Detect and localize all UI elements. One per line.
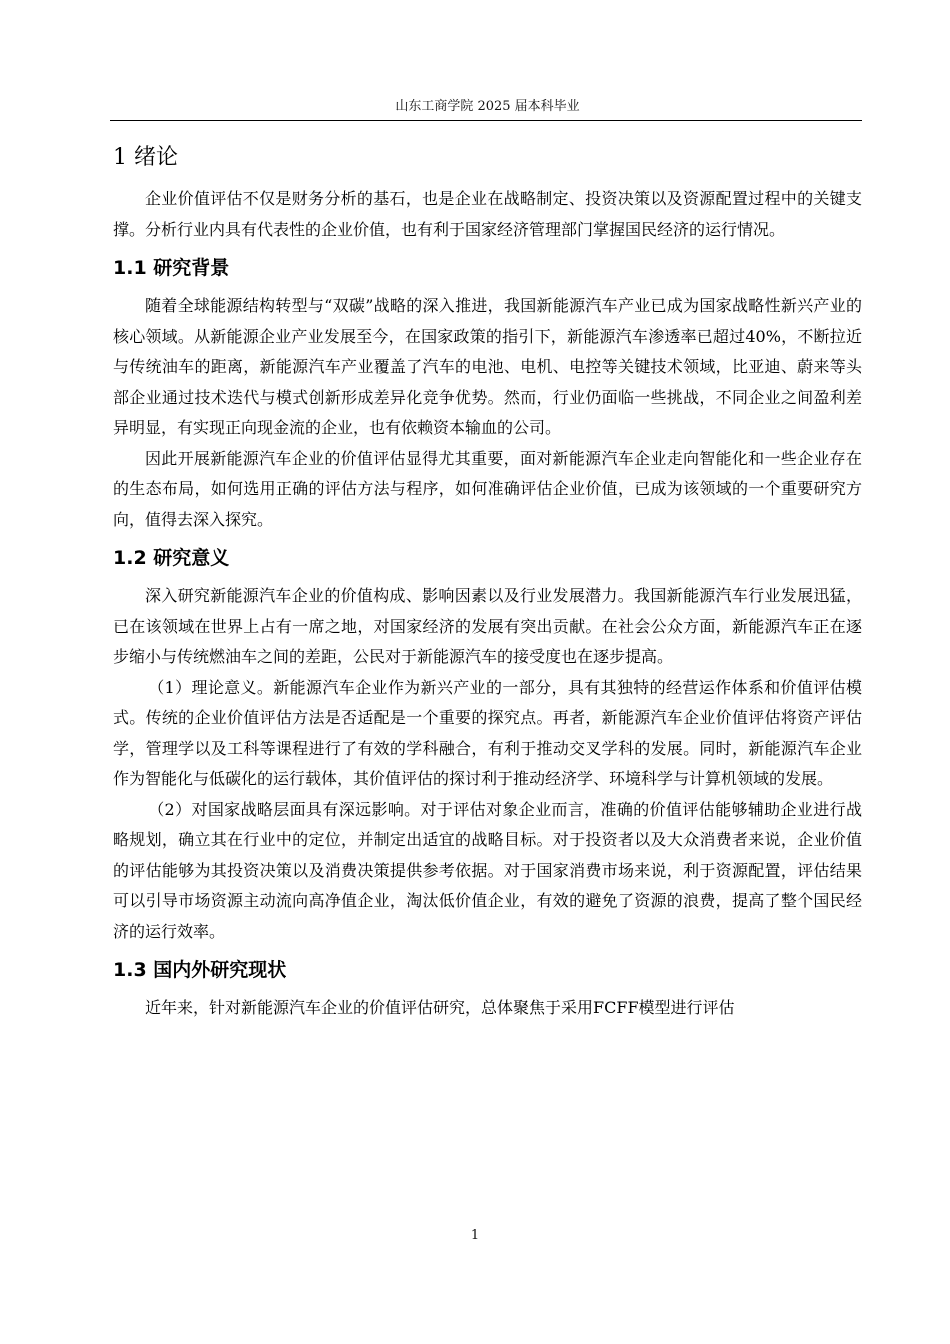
paragraph: 深入研究新能源汽车企业的价值构成、影响因素以及行业发展潜力。我国新能源汽车行业发展迅猛，已在该领域在世界上占有一席之地，对国家经济的发展有突出贡献。在社会公众方面，新能源汽车正在逐步缩小与传统燃油车之间的差距，公民对于新能源汽车的接受度也在逐步提高。 [113, 586, 862, 666]
chapter-title: 1 绪论 [113, 145, 178, 170]
paragraph-theory: （1）理论意义。新能源汽车企业作为新兴产业的一部分，具有其独特的经营运作体系和价值评估模式。传统的企业价值评估方法是否适配是一个重要的探究点。再者，新能源汽车企业价值评估将资产评估学，管理学以及工科等课程进行了有效的学科融合，有利于推动交叉学科的发展。同时，新能源汽车企业作为智能化与低碳化的运行载体，其价值评估的探讨利于推动经济学、环境科学与计算机领域的发展。 [113, 677, 862, 788]
section-title-1-1: 1.1 研究背景 [113, 257, 230, 279]
paragraph: 因此开展新能源汽车企业的价值评估显得尤其重要，面对新能源汽车企业走向智能化和一些企业存在的生态布局，如何选用正确的评估方法与程序，如何准确评估企业价值，已成为该领域的一个重要研究方向，值得去深入探究。 [113, 448, 862, 529]
paragraph: 近年来，针对新能源汽车企业的价值评估研究，总体聚焦于采用FCFF模型进行评估 [145, 998, 735, 1017]
intro-paragraph: 企业价值评估不仅是财务分析的基石，也是企业在战略制定、投资决策以及资源配置过程中的关键支撑。分析行业内具有代表性的企业价值，也有利于国家经济管理部门掌握国民经济的运行情况。 [113, 189, 862, 239]
section-title-1-2: 1.2 研究意义 [113, 547, 230, 569]
paragraph: 随着全球能源结构转型与“双碳”战略的深入推进，我国新能源汽车产业已成为国家战略性新兴产业的核心领域。从新能源企业产业发展至今，在国家政策的指引下，新能源汽车渗透率已超过40%，不断拉近与传统油车的距离，新能源汽车产业覆盖了汽车的电池、电机、电控等关键技术领域，比亚迪、蔚来等头部企业通过技术迭代与模式创新形成差异化竞争优势。然而，行业仍面临一些挑战，不同企业之间盈利差异明显，有实现正向现金流的企业，也有依赖资本输血的公司。 [113, 296, 862, 437]
section-title-1-3: 1.3 国内外研究现状 [113, 959, 287, 981]
running-header: 山东工商学院 2025 届本科毕业 [395, 99, 580, 114]
page-number: 1 [470, 1228, 480, 1243]
paragraph-strategy: （2）对国家战略层面具有深远影响。对于评估对象企业而言，准确的价值评估能够辅助企业进行战略规划，确立其在行业中的定位，并制定出适宜的战略目标。对于投资者以及大众消费者来说，企业价值的评估能够为其投资决策以及消费决策提供参考依据。对于国家消费市场来说，利于资源配置，评估结果可以引导市场资源主动流向高净值企业，淘汰低价值企业，有效的避免了资源的浪费，提高了整个国民经济的运行效率。 [113, 799, 862, 941]
page-body [113, 142, 862, 1024]
header-rule [110, 120, 862, 121]
